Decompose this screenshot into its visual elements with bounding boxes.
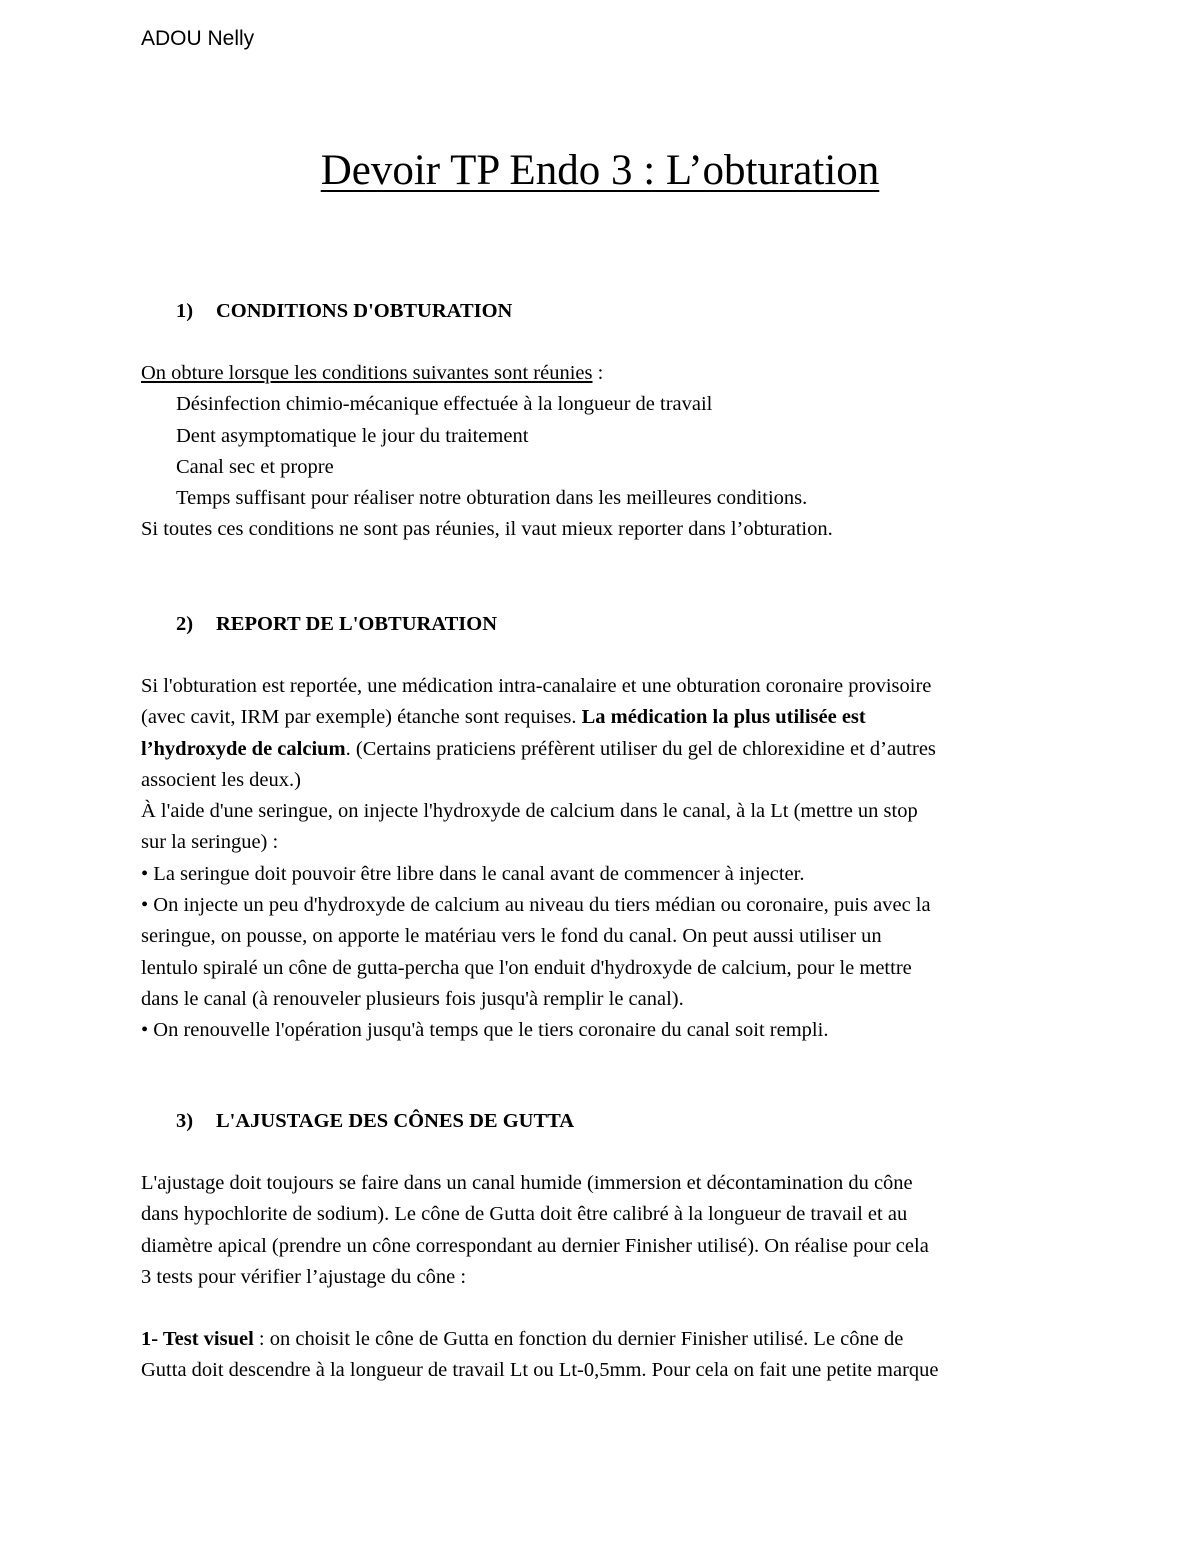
section2-p1-bold: l’hydroxyde de calcium <box>141 737 346 760</box>
bullet-item: • On renouvelle l'opération jusqu'à temps que le tiers coronaire du canal soit rempli. <box>141 1019 829 1042</box>
document-title: Devoir TP Endo 3 : L’obturation <box>320 147 880 194</box>
section1-conclusion: Si toutes ces conditions ne sont pas réunies, il vaut mieux reporter dans l’obturation. <box>141 518 833 541</box>
section2-p1-text: (avec cavit, IRM par exemple) étanche sont requises. <box>141 706 582 729</box>
section2-number: 2) <box>176 613 194 635</box>
section3-title: L'AJUSTAGE DES CÔNES DE GUTTA <box>216 1110 575 1132</box>
section1-title: CONDITIONS D'OBTURATION <box>216 300 513 322</box>
section2-title: REPORT DE L'OBTURATION <box>216 613 498 635</box>
section2-p1-line: Si l'obturation est reportée, une médication intra-canalaire et une obturation coronaire provisoire <box>141 675 932 697</box>
section2-p1-text: . (Certains praticiens préfèrent utiliser du gel de chlorexidine et d’autres <box>345 737 936 760</box>
section3-number: 3) <box>176 1110 194 1132</box>
section2-p2-line: sur la seringue) : <box>141 831 279 854</box>
bullet-item-continuation: seringue, on pousse, on apporte le matériau vers le fond du canal. On peut aussi utiliser un <box>141 925 882 948</box>
section2-p1-line: associent les deux.) <box>141 768 301 791</box>
section3-p1-line: dans hypochlorite de sodium). Le cône de Gutta doit être calibré à la longueur de travail et au <box>141 1203 908 1226</box>
section1-intro-suffix: : <box>592 362 604 384</box>
condition-item: Canal sec et propre <box>176 455 334 478</box>
section2-p1-line <box>141 734 1071 765</box>
test-visuel-text: : on choisit le cône de Gutta en fonction du dernier Finisher utilisé. Le cône de <box>253 1328 904 1350</box>
test-visuel-paragraph <box>141 1324 1071 1387</box>
section1-intro-underlined: On obture lorsque les conditions suivantes sont réunies <box>141 362 593 384</box>
test-visuel-label: 1- Test visuel <box>141 1328 254 1350</box>
test-visuel-line <box>141 1324 1071 1355</box>
section3-heading <box>176 1106 574 1137</box>
section1-number: 1) <box>176 300 194 322</box>
section1-body <box>141 358 1071 546</box>
bullet-item: • On injecte un peu d'hydroxyde de calcium au niveau du tiers médian ou coronaire, puis avec la <box>141 894 931 917</box>
condition-item: Dent asymptomatique le jour du traitement <box>176 424 529 447</box>
section2-body <box>141 671 1071 1047</box>
test-visuel-line: Gutta doit descendre à la longueur de travail Lt ou Lt-0,5mm. Pour cela on fait une petite marque <box>141 1359 939 1382</box>
section3-p1-line: 3 tests pour vérifier l’ajustage du cône : <box>141 1265 467 1288</box>
section3-body <box>141 1168 1071 1293</box>
condition-item: Désinfection chimio-mécanique effectuée à la longueur de travail <box>176 393 713 416</box>
section2-p1-line <box>141 702 1071 733</box>
bullet-item-continuation: lentulo spiralé un cône de gutta-percha que l'on enduit d'hydroxyde de calcium, pour le mettre <box>141 956 912 979</box>
condition-item: Temps suffisant pour réaliser notre obturation dans les meilleures conditions. <box>176 487 808 510</box>
section3-p1-line: L'ajustage doit toujours se faire dans un canal humide (immersion et décontamination du cône <box>141 1172 913 1194</box>
section3-p1-line: diamètre apical (prendre un cône correspondant au dernier Finisher utilisé). On réalise pour cela <box>141 1234 929 1257</box>
section2-p1-bold: La médication la plus utilisée est <box>581 706 866 729</box>
bullet-item: • La seringue doit pouvoir être libre dans le canal avant de commencer à injecter. <box>141 862 805 885</box>
author-name: ADOU Nelly <box>141 27 255 50</box>
section1-heading <box>176 296 512 327</box>
bullet-item-continuation: dans le canal (à renouveler plusieurs fois jusqu'à remplir le canal). <box>141 987 684 1010</box>
section1-intro <box>141 358 1071 389</box>
section2-heading <box>176 609 497 640</box>
section2-p2-line: À l'aide d'une seringue, on injecte l'hydroxyde de calcium dans le canal, à la Lt (mettre un stop <box>141 800 918 823</box>
